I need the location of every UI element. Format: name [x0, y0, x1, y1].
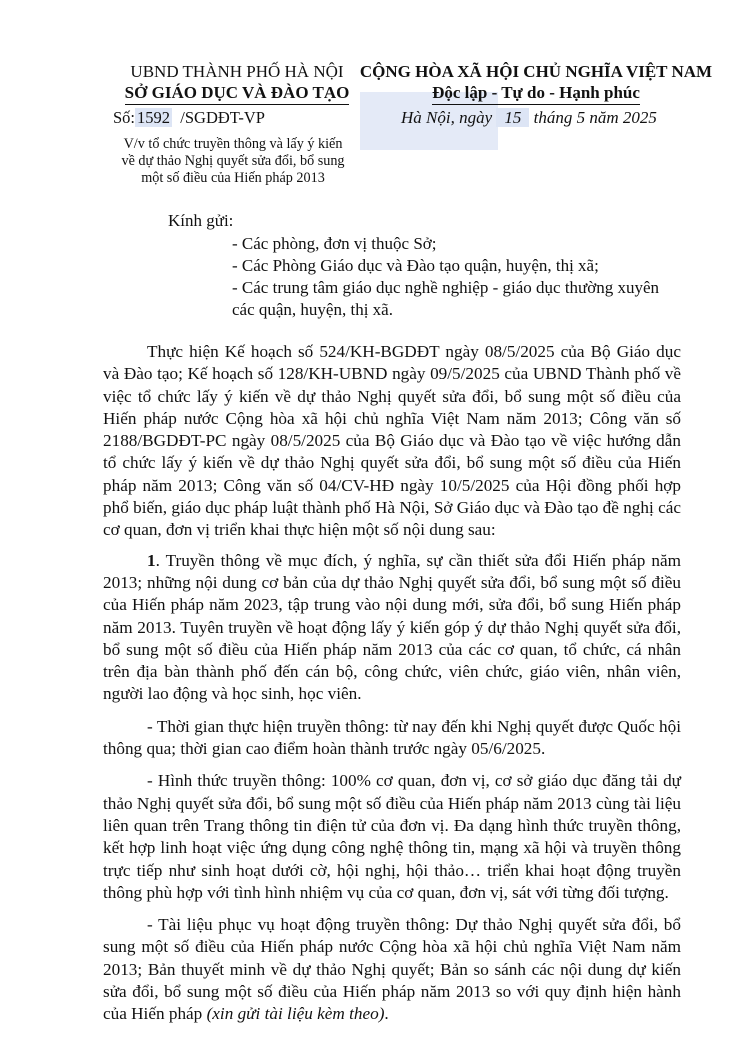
recipients-list	[232, 233, 672, 321]
document-number	[113, 108, 265, 128]
issuer-parent: UBND THÀNH PHỐ HÀ NỘI	[130, 62, 344, 81]
date-day: 15	[496, 108, 529, 127]
recipients-label: Kính gửi:	[168, 211, 234, 230]
national-motto: Độc lập - Tự do - Hạnh phúc	[432, 82, 640, 105]
item-1-text: . Truyền thông về mục đích, ý nghĩa, sự cần thiết sửa đổi Hiến pháp năm 2013; những nội dung cơ bản của dự thảo Nghị quyết sửa đổi, bổ sung một số điều của Hiến pháp năm 2023, tập trung vào nội dung mới, sửa đổi, bổ sung Hiến pháp năm 2013. Tuyên truyền về hoạt động lấy ý kiến góp ý dự thảo Nghị quyết sửa đổi, bổ sung một số điều của Hiến pháp năm 2013 của các cơ quan, tổ chức, cá nhân trên địa bàn thành phố đến cán bộ, công chức, viên chức, giáo viên, nhân viên, người lao động và học sinh, học viên.	[103, 550, 681, 704]
document-date	[401, 108, 657, 128]
form-paragraph: - Hình thức truyền thông: 100% cơ quan, đơn vị, cơ sở giáo dục đăng tải dự thảo Nghị quyết sửa đổi, bổ sung một số điều của Hiến pháp năm 2013 cùng tài liệu liên quan trên Trang thông tin điện tử của đơn vị. Đa dạng hình thức truyền thông, kết hợp linh hoạt việc ứng dụng công nghệ thông tin, mạng xã hội và truyền thông trực tiếp như sinh hoạt dưới cờ, hội nghị, hội thảo… triển khai hoạt động truyền thông phù hợp với tình hình nhiệm vụ của cơ quan, đơn vị, sát với từng đối tượng.	[103, 771, 681, 902]
subject-line-3: một số điều của Hiến pháp 2013	[141, 170, 325, 186]
issuer-name: SỞ GIÁO DỤC VÀ ĐÀO TẠO	[125, 82, 350, 105]
documents-note: (xin gửi tài liệu kèm theo)	[206, 1004, 385, 1024]
subject-line-1: V/v tổ chức truyền thông và lấy ý kiến	[123, 136, 343, 152]
subject-block	[102, 136, 364, 187]
doc-number-prefix: Số:	[113, 108, 136, 127]
doc-number-suffix: /SGDĐT-VP	[180, 108, 265, 127]
item-1-number: 1	[147, 550, 156, 570]
recipient-item: - Các Phòng Giáo dục và Đào tạo quận, huyện, thị xã;	[232, 256, 599, 275]
doc-number-value: 1592	[137, 108, 171, 127]
time-paragraph: - Thời gian thực hiện truyền thông: từ nay đến khi Nghị quyết được Quốc hội thông qua; thời gian cao điểm hoàn thành trước ngày 05/6/2025.	[103, 716, 681, 759]
subject-line-2: về dự thảo Nghị quyết sửa đổi, bổ sung	[121, 153, 345, 169]
item-1-paragraph	[103, 550, 681, 706]
documents-paragraph	[103, 914, 681, 1025]
documents-text: - Tài liệu phục vụ hoạt động truyền thông: Dự thảo Nghị quyết sửa đổi, bổ sung một số điều của Hiến pháp nước Cộng hòa xã hội chủ nghĩa Việt Nam năm 2013; Bản thuyết minh về dự thảo Nghị quyết; Bản so sánh các nội dung dự kiến sửa đổi, bổ sung một số điều của Hiến pháp năm 2013 so với quy định hiện hành của Hiến pháp	[103, 915, 681, 1024]
documents-end: .	[384, 1004, 389, 1024]
recipient-item: các quận, huyện, thị xã.	[232, 300, 393, 319]
issuer-block	[102, 61, 372, 105]
national-title: CỘNG HÒA XÃ HỘI CHỦ NGHĨA VIỆT NAM	[359, 62, 713, 81]
recipient-item: - Các phòng, đơn vị thuộc Sở;	[232, 234, 437, 253]
document-body	[103, 341, 681, 1036]
recipient-item: - Các trung tâm giáo dục nghề nghiệp - giáo dục thường xuyên	[232, 278, 660, 297]
intro-paragraph: Thực hiện Kế hoạch số 524/KH-BGDĐT ngày 08/5/2025 của Bộ Giáo dục và Đào tạo; Kế hoạch số 128/KH-UBND ngày 09/5/2025 của UBND Thành phố về việc tổ chức lấy ý kiến về dự thảo Nghị quyết sửa đổi, bổ sung một số điều của Hiến pháp nước Cộng hòa xã hội chủ nghĩa Việt Nam năm 2013; Công văn số 2188/BGDĐT-PC ngày 08/5/2025 của Bộ Giáo dục và Đào tạo về việc hướng dẫn tổ chức lấy ý kiến về dự thảo Nghị quyết sửa đổi, bổ sung một số điều của Hiến pháp năm 2013; Công văn số 04/CV-HĐ ngày 10/5/2025 của Hội đồng phối hợp phổ biến, giáo dục pháp luật thành phố Hà Nội, Sở Giáo dục và Đào tạo đề nghị các cơ quan, đơn vị triển khai thực hiện một số nội dung sau:	[103, 342, 681, 540]
date-suffix: tháng 5 năm 2025	[533, 108, 657, 127]
date-prefix: Hà Nội, ngày	[401, 108, 493, 127]
national-title-block	[356, 61, 716, 105]
